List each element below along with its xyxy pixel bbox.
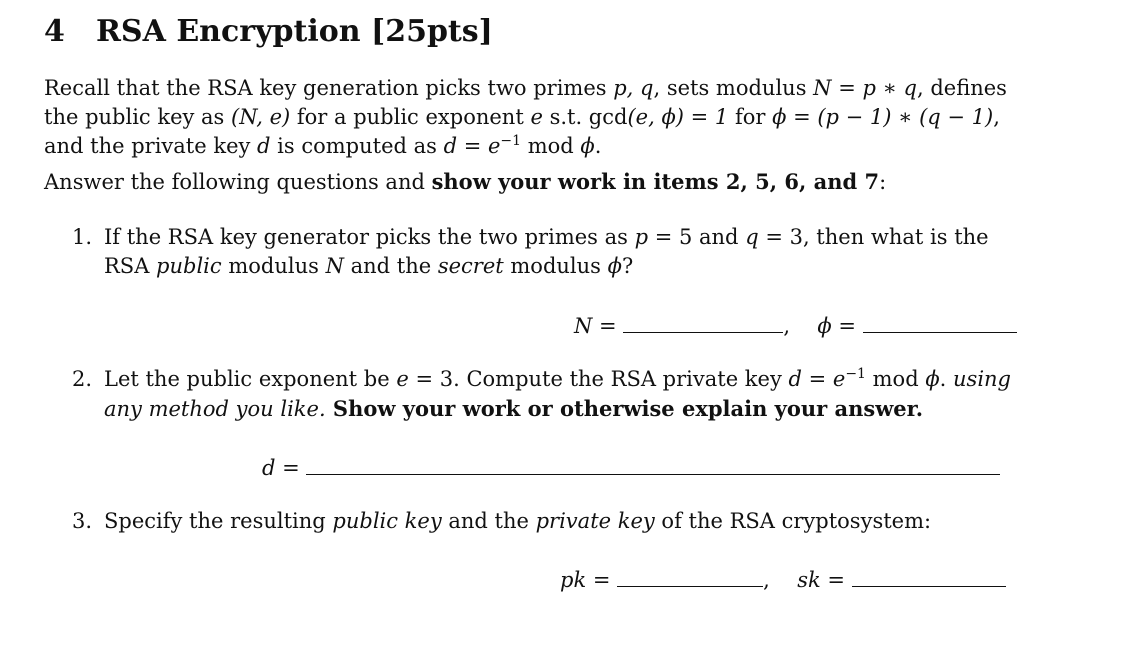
question-text <box>104 223 1012 281</box>
emphasis-public: public <box>156 254 222 278</box>
intro-text-run: is computed as <box>270 134 444 158</box>
intro-text-run: , sets modulus <box>653 76 814 100</box>
question-text-run: = 3, then what is the RSA <box>104 225 989 278</box>
math-phi: ϕ <box>580 134 595 158</box>
question-text-run: and the <box>343 254 438 278</box>
math-d-expr: d = e <box>443 134 501 158</box>
blank-label-sk: sk = <box>797 568 845 592</box>
blank-label-d: d = <box>262 456 300 480</box>
answer-blank-pk[interactable] <box>617 566 763 587</box>
question-text-run: modulus <box>503 254 608 278</box>
section-title-text: RSA Encryption [25pts] <box>96 14 493 49</box>
question-text <box>104 365 1012 424</box>
emphasis-public-key: public key <box>332 509 442 533</box>
question-text-run: If the RSA key generator picks the two primes as <box>104 225 635 249</box>
math-primes: p, q <box>613 76 654 100</box>
question-text-run: ? <box>621 254 634 278</box>
question-text-run: = 3. Compute the RSA private key <box>408 367 789 391</box>
math-phi: ϕ <box>607 254 622 278</box>
answer-blank-sk[interactable] <box>852 566 1006 587</box>
math-d: d <box>257 134 271 158</box>
question-text-run: of the RSA cryptosystem: <box>654 509 932 533</box>
question-text-run: . <box>939 367 954 391</box>
math-e: e <box>396 367 409 391</box>
intro-text-run: Recall that the RSA key generation picks two primes <box>44 76 614 100</box>
math-public-key: (N, e) <box>231 105 291 129</box>
bold-show-work: Show your work or otherwise explain your answer. <box>325 396 924 421</box>
math-d-expr: d = e <box>788 367 846 391</box>
blank-label-phi: ϕ = <box>817 314 856 338</box>
instructions-bold: show your work in items 2, 5, 6, and 7 <box>431 169 880 194</box>
math-modulus: N = p ∗ q <box>813 76 917 100</box>
math-superscript: −1 <box>845 366 866 382</box>
question-number: 3. <box>72 509 93 533</box>
question-number: 2. <box>72 367 93 391</box>
intro-text-run: , and the private key <box>44 105 1000 158</box>
math-exponent: e <box>530 105 543 129</box>
intro-text-run: for <box>728 105 773 129</box>
answer-blank-phi[interactable] <box>863 312 1017 333</box>
answer-row-3: pk = , sk = <box>560 566 1006 592</box>
answer-blank-N[interactable] <box>623 312 783 333</box>
math-q: q <box>745 225 759 249</box>
math-gcd: (e, ϕ) = 1 <box>627 105 729 129</box>
answer-blank-d[interactable] <box>306 454 1000 475</box>
question-text <box>104 507 1012 536</box>
intro-text-run: , defines the public key as <box>44 76 1007 129</box>
section-heading <box>44 14 493 49</box>
instructions-text: Answer the following questions and <box>44 170 432 194</box>
question-text-run: modulus <box>221 254 326 278</box>
section-number: 4 <box>44 14 65 49</box>
blank-label-N: N = <box>574 314 617 338</box>
question-text-run: = 5 and <box>648 225 746 249</box>
math-phi: ϕ <box>925 367 940 391</box>
emphasis-any-method: using any method you like. <box>104 367 1012 421</box>
question-3 <box>72 507 1012 536</box>
question-number: 1. <box>72 225 93 249</box>
question-1 <box>72 223 1012 281</box>
intro-text-run: mod <box>521 134 581 158</box>
intro-paragraph <box>44 74 1014 161</box>
emphasis-private-key: private key <box>535 509 655 533</box>
answer-row-1: N = , ϕ = <box>574 312 1017 338</box>
math-superscript: −1 <box>500 133 522 149</box>
question-text-run: Let the public exponent be <box>104 367 397 391</box>
math-N: N <box>325 254 344 278</box>
math-phi: ϕ = (p − 1) ∗ (q − 1) <box>772 105 994 129</box>
question-2 <box>72 365 1012 424</box>
intro-text-run: for a public exponent <box>290 105 531 129</box>
instructions <box>44 167 1014 197</box>
question-text-run: mod <box>865 367 926 391</box>
question-text-run: Specify the resulting <box>104 509 333 533</box>
intro-text-run: s.t. gcd <box>542 105 628 129</box>
instructions-text: : <box>879 170 887 194</box>
emphasis-secret: secret <box>437 254 504 278</box>
blank-label-pk: pk = <box>560 568 611 592</box>
intro-text-run: . <box>594 134 602 158</box>
math-p: p <box>634 225 649 249</box>
answer-row-2 <box>262 454 1000 480</box>
intro-text <box>44 74 1014 197</box>
question-text-run: and the <box>441 509 536 533</box>
